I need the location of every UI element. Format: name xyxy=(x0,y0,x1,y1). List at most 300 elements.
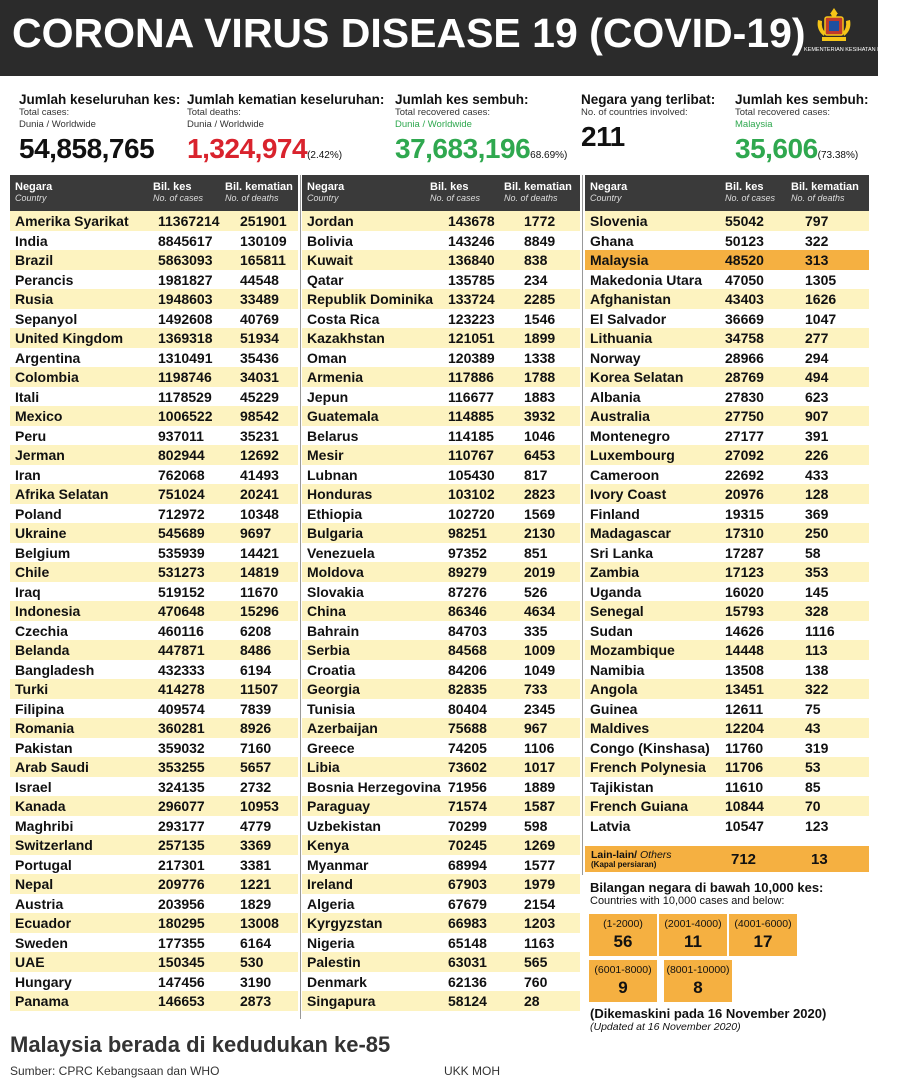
death-count: 2154 xyxy=(524,895,556,912)
death-count: 2019 xyxy=(524,564,556,580)
table-row xyxy=(10,894,298,914)
stat-value: 35,606(73.38%) xyxy=(735,133,859,164)
table-row xyxy=(302,426,580,446)
table-row xyxy=(302,289,580,309)
crest-icon xyxy=(812,6,856,46)
death-count: 2130 xyxy=(524,525,556,541)
country-name: Montenegro xyxy=(590,427,671,444)
table-row xyxy=(585,406,869,426)
case-count: 120389 xyxy=(448,349,495,366)
table-row xyxy=(302,796,580,816)
case-count: 28966 xyxy=(725,349,764,366)
case-count: 519152 xyxy=(158,583,205,600)
death-count: 8849 xyxy=(524,232,556,249)
below-10k-section xyxy=(590,880,823,907)
death-count: 20241 xyxy=(240,486,279,502)
country-name: Belanda xyxy=(15,642,70,658)
case-count: 11367214 xyxy=(158,213,220,229)
case-count: 180295 xyxy=(158,915,205,931)
death-count: 145 xyxy=(805,583,829,600)
table-row xyxy=(302,874,580,894)
case-count: 20976 xyxy=(725,486,764,502)
case-count: 432333 xyxy=(158,661,205,678)
death-count: 5657 xyxy=(240,759,272,775)
updated-note xyxy=(590,1006,826,1033)
country-name: Belarus xyxy=(307,427,359,444)
death-count: 526 xyxy=(524,583,548,600)
country-name: Serbia xyxy=(307,642,350,658)
death-count: 1017 xyxy=(524,759,556,775)
table-row xyxy=(10,738,298,758)
country-name: Jepun xyxy=(307,388,349,405)
case-count: 409574 xyxy=(158,700,205,717)
case-count: 8845617 xyxy=(158,232,213,249)
case-count: 257135 xyxy=(158,837,205,853)
death-count: 4779 xyxy=(240,817,272,834)
case-count: 121051 xyxy=(448,330,495,346)
country-name: Bulgaria xyxy=(307,525,364,541)
death-count: 41493 xyxy=(240,466,279,483)
death-count: 1163 xyxy=(524,934,555,951)
country-name: Jordan xyxy=(307,213,354,229)
death-count: 8926 xyxy=(240,720,272,736)
ministry-label: KEMENTERIAN KESIHATAN MALAYSIA xyxy=(804,47,904,53)
case-count: 114185 xyxy=(448,427,494,444)
stat-label: Negara yang terlibat: xyxy=(581,92,716,107)
death-count: 1116 xyxy=(805,622,835,639)
case-count: 712972 xyxy=(158,505,205,522)
malaysia-rank-text: Malaysia berada di kedudukan ke-85 xyxy=(10,1032,391,1057)
death-count: 128 xyxy=(805,486,829,502)
case-count: 13451 xyxy=(725,681,764,697)
stat-countries xyxy=(581,92,715,153)
table-row xyxy=(302,738,580,758)
header-country: Negara Country xyxy=(307,181,345,203)
country-name: Greece xyxy=(307,739,355,756)
death-count: 1979 xyxy=(524,876,556,892)
table-row xyxy=(585,289,869,309)
table-row xyxy=(10,289,298,309)
stat-value: 211 xyxy=(581,121,625,152)
updated-en: (Updated at 16 November 2020) xyxy=(590,1021,741,1033)
death-count: 40769 xyxy=(240,310,279,327)
death-count: 907 xyxy=(805,408,829,424)
table-row xyxy=(10,270,298,290)
case-count: 110767 xyxy=(448,447,494,463)
country-name: Australia xyxy=(590,408,650,424)
table-row xyxy=(10,523,298,543)
table-row xyxy=(302,952,580,972)
death-count: 85 xyxy=(805,778,821,795)
death-count: 1577 xyxy=(524,856,556,873)
country-name: Chile xyxy=(15,564,50,580)
country-name: Finland xyxy=(590,505,640,522)
death-count: 1772 xyxy=(524,213,556,229)
range-box: (2001-4000) 11 xyxy=(659,914,727,956)
country-table-column-3 xyxy=(585,175,869,835)
case-count: 17123 xyxy=(725,564,764,580)
table-header xyxy=(302,175,580,211)
country-name: Turki xyxy=(15,681,49,697)
country-name: Slovenia xyxy=(590,213,648,229)
table-row xyxy=(585,543,869,563)
case-count: 143678 xyxy=(448,213,495,229)
death-count: 11670 xyxy=(240,583,279,600)
country-name: Lithuania xyxy=(590,330,653,346)
death-count: 1829 xyxy=(240,895,272,912)
case-count: 71956 xyxy=(448,778,487,795)
country-name: Oman xyxy=(307,349,347,366)
case-count: 13508 xyxy=(725,661,764,678)
table-row xyxy=(585,250,869,270)
death-count: 58 xyxy=(805,544,821,561)
case-count: 67679 xyxy=(448,895,487,912)
country-name: Brazil xyxy=(15,252,54,268)
table-row xyxy=(302,367,580,387)
country-name: Malaysia xyxy=(590,252,649,268)
case-count: 324135 xyxy=(158,778,205,795)
country-name: Paraguay xyxy=(307,798,371,814)
country-name: Bolivia xyxy=(307,232,353,249)
country-name: Ghana xyxy=(590,232,634,249)
stat-value: 37,683,19668.69%) xyxy=(395,133,568,164)
case-count: 66983 xyxy=(448,915,487,931)
death-count: 70 xyxy=(805,798,821,814)
table-row xyxy=(585,328,869,348)
case-count: 293177 xyxy=(158,817,205,834)
death-count: 11507 xyxy=(240,681,279,697)
stat-total-recovered xyxy=(395,92,567,165)
header-deaths: Bil. kematian No. of deaths xyxy=(504,181,572,203)
case-count: 11760 xyxy=(725,739,764,756)
stat-sub: Total deaths: xyxy=(187,107,241,118)
country-name: Croatia xyxy=(307,661,356,678)
country-name: Norway xyxy=(590,349,641,366)
case-count: 27750 xyxy=(725,408,764,424)
case-count: 27092 xyxy=(725,447,764,463)
below-10k-title: Bilangan negara di bawah 10,000 kes: xyxy=(590,880,824,895)
stat-label: Jumlah kes sembuh: xyxy=(395,92,529,107)
death-count: 6453 xyxy=(524,447,556,463)
death-count: 130109 xyxy=(240,232,287,249)
table-row xyxy=(302,562,580,582)
case-count: 447871 xyxy=(158,642,205,658)
death-count: 3190 xyxy=(240,973,272,990)
country-name: Uzbekistan xyxy=(307,817,381,834)
country-name: Romania xyxy=(15,720,75,736)
table-row xyxy=(302,933,580,953)
country-name: Cameroon xyxy=(590,466,660,483)
table-row xyxy=(585,426,869,446)
case-count: 34758 xyxy=(725,330,764,346)
country-name: Slovakia xyxy=(307,583,364,600)
table-row xyxy=(302,991,580,1011)
country-name: Makedonia Utara xyxy=(590,271,703,288)
case-count: 360281 xyxy=(158,720,205,736)
death-count: 1269 xyxy=(524,837,556,853)
country-name: Pakistan xyxy=(15,739,73,756)
country-name: Ecuador xyxy=(15,915,72,931)
table-row xyxy=(585,348,869,368)
country-name: Kuwait xyxy=(307,252,353,268)
case-count: 102720 xyxy=(448,505,495,522)
stat-sub: Malaysia xyxy=(735,119,773,130)
table-row xyxy=(302,465,580,485)
country-name: Kazakhstan xyxy=(307,330,385,346)
death-count: 12692 xyxy=(240,447,279,463)
header-cases: Bil. kes No. of cases xyxy=(430,181,481,203)
table-row xyxy=(302,679,580,699)
country-name: Senegal xyxy=(590,603,644,619)
death-count: 313 xyxy=(805,252,829,268)
case-count: 147456 xyxy=(158,973,205,990)
country-name: Libia xyxy=(307,759,340,775)
table-row xyxy=(10,913,298,933)
stat-sub: Dunia / Worldwide xyxy=(19,119,96,130)
stat-sub: Total recovered cases: xyxy=(735,107,831,118)
case-count: 117886 xyxy=(448,369,494,385)
header-country: Negara Country xyxy=(15,181,53,203)
country-name: Republik Dominika xyxy=(307,291,434,307)
table-row xyxy=(10,952,298,972)
below-10k-subtitle: Countries with 10,000 cases and below: xyxy=(590,895,785,907)
country-name: Itali xyxy=(15,388,40,405)
table-row xyxy=(302,328,580,348)
case-count: 17287 xyxy=(725,544,764,561)
range-box: (1-2000) 56 xyxy=(589,914,657,956)
table-row xyxy=(585,504,869,524)
table-row xyxy=(302,601,580,621)
death-count: 6164 xyxy=(240,934,272,951)
table-row xyxy=(585,601,869,621)
country-name: Argentina xyxy=(15,349,81,366)
table-row xyxy=(585,777,869,797)
country-name: Madagascar xyxy=(590,525,671,541)
column-divider xyxy=(300,175,301,1019)
case-count: 11706 xyxy=(725,759,764,775)
country-name: Algeria xyxy=(307,895,355,912)
death-count: 34031 xyxy=(240,369,279,385)
table-row xyxy=(302,972,580,992)
table-row xyxy=(302,816,580,836)
death-count: 15296 xyxy=(240,603,279,619)
death-count: 226 xyxy=(805,447,829,463)
country-name: Zambia xyxy=(590,564,640,580)
case-count: 36669 xyxy=(725,310,764,327)
country-name: Filipina xyxy=(15,700,64,717)
stat-sub: Dunia / Worldwide xyxy=(187,119,264,130)
country-name: Portugal xyxy=(15,856,72,873)
country-name: India xyxy=(15,232,48,249)
case-count: 136840 xyxy=(448,252,495,268)
case-count: 105430 xyxy=(448,466,495,483)
table-row xyxy=(585,738,869,758)
case-count: 97352 xyxy=(448,544,487,561)
table-row xyxy=(585,699,869,719)
death-count: 43 xyxy=(805,720,821,736)
header-country: Negara Country xyxy=(590,181,628,203)
table-row xyxy=(302,699,580,719)
table-row xyxy=(10,426,298,446)
table-row xyxy=(10,211,298,231)
table-row xyxy=(10,328,298,348)
case-count: 67903 xyxy=(448,876,487,892)
others-cases: 712 xyxy=(731,851,757,868)
others-row xyxy=(585,846,869,872)
death-count: 1546 xyxy=(524,310,556,327)
death-count: 1626 xyxy=(805,291,837,307)
updated-ms: (Dikemaskini pada 16 November 2020) xyxy=(590,1006,827,1021)
country-name: Kenya xyxy=(307,837,350,853)
table-row xyxy=(302,582,580,602)
table-row xyxy=(585,640,869,660)
case-count: 414278 xyxy=(158,681,205,697)
death-count: 3932 xyxy=(524,408,556,424)
table-row xyxy=(302,621,580,641)
others-sub: (Kapal persiaran) xyxy=(591,860,657,869)
stat-total-cases xyxy=(19,92,180,165)
case-count: 11610 xyxy=(725,778,764,795)
case-count: 762068 xyxy=(158,466,205,483)
others-label: Lain-lain/ Others xyxy=(591,849,672,861)
country-name: Korea Selatan xyxy=(590,369,684,385)
country-name: Moldova xyxy=(307,564,364,580)
country-name: Ivory Coast xyxy=(590,486,667,502)
case-count: 203956 xyxy=(158,895,205,912)
table-row xyxy=(302,387,580,407)
country-name: Panama xyxy=(15,993,69,1009)
country-name: Israel xyxy=(15,778,52,795)
death-count: 2285 xyxy=(524,291,556,307)
country-name: Congo (Kinshasa) xyxy=(590,739,710,756)
country-name: Austria xyxy=(15,895,64,912)
table-row xyxy=(302,348,580,368)
case-count: 82835 xyxy=(448,681,487,697)
case-count: 17310 xyxy=(725,525,764,541)
death-count: 1009 xyxy=(524,642,556,658)
death-count: 530 xyxy=(240,954,264,970)
death-count: 250 xyxy=(805,525,829,541)
table-row xyxy=(585,484,869,504)
case-count: 84206 xyxy=(448,661,487,678)
case-count: 209776 xyxy=(158,876,205,892)
table-row xyxy=(585,231,869,251)
death-count: 1338 xyxy=(524,349,556,366)
case-count: 58124 xyxy=(448,993,487,1009)
case-count: 470648 xyxy=(158,603,205,619)
country-name: Sri Lanka xyxy=(590,544,654,561)
header-deaths: Bil. kematian No. of deaths xyxy=(791,181,859,203)
case-count: 15793 xyxy=(725,603,764,619)
range-box: (8001-10000) 8 xyxy=(664,960,732,1002)
table-row xyxy=(10,445,298,465)
case-count: 63031 xyxy=(448,954,487,970)
country-name: Tunisia xyxy=(307,700,355,717)
table-row xyxy=(10,777,298,797)
case-count: 87276 xyxy=(448,583,487,600)
case-count: 70245 xyxy=(448,837,487,853)
table-row xyxy=(585,309,869,329)
country-name: Iran xyxy=(15,466,41,483)
table-row xyxy=(302,270,580,290)
case-count: 531273 xyxy=(158,564,205,580)
death-count: 565 xyxy=(524,954,548,970)
country-name: Jerman xyxy=(15,447,65,463)
table-row xyxy=(10,679,298,699)
table-row xyxy=(10,601,298,621)
death-count: 123 xyxy=(805,817,829,834)
case-count: 19315 xyxy=(725,505,764,522)
case-count: 353255 xyxy=(158,759,205,775)
stat-malaysia-recovered xyxy=(735,92,869,165)
death-count: 113 xyxy=(805,642,828,658)
case-count: 103102 xyxy=(448,486,495,502)
country-name: Angola xyxy=(590,681,638,697)
table-row xyxy=(302,835,580,855)
country-name: Kyrgyzstan xyxy=(307,915,383,931)
death-count: 391 xyxy=(805,427,829,444)
death-count: 1587 xyxy=(524,798,556,814)
table-row xyxy=(10,816,298,836)
death-count: 234 xyxy=(524,271,548,288)
table-row xyxy=(10,348,298,368)
table-row xyxy=(10,484,298,504)
death-count: 10953 xyxy=(240,798,279,814)
table-row xyxy=(10,309,298,329)
case-count: 114885 xyxy=(448,408,494,424)
country-name: Mexico xyxy=(15,408,63,424)
death-count: 319 xyxy=(805,739,829,756)
stat-total-deaths xyxy=(187,92,384,165)
header-cases: Bil. kes No. of cases xyxy=(725,181,776,203)
case-count: 70299 xyxy=(448,817,487,834)
table-row xyxy=(302,855,580,875)
case-count: 116677 xyxy=(448,388,494,405)
country-name: Sweden xyxy=(15,934,68,951)
credit-text: UKK MOH xyxy=(444,1064,501,1078)
table-row xyxy=(302,504,580,524)
death-count: 328 xyxy=(805,603,829,619)
death-count: 45229 xyxy=(240,388,279,405)
country-name: Ukraine xyxy=(15,525,67,541)
death-count: 138 xyxy=(805,661,829,678)
case-count: 1492608 xyxy=(158,310,213,327)
country-name: Armenia xyxy=(307,369,364,385)
death-count: 1883 xyxy=(524,388,556,405)
case-count: 12611 xyxy=(725,700,764,717)
table-row xyxy=(10,367,298,387)
case-count: 71574 xyxy=(448,798,487,814)
death-count: 35436 xyxy=(240,349,279,366)
table-row xyxy=(10,621,298,641)
case-count: 1981827 xyxy=(158,271,213,288)
death-count: 1049 xyxy=(524,661,556,678)
table-row xyxy=(10,543,298,563)
death-count: 4634 xyxy=(524,603,556,619)
table-row xyxy=(10,718,298,738)
table-row xyxy=(10,640,298,660)
country-name: Mesir xyxy=(307,447,344,463)
table-row xyxy=(302,406,580,426)
column-divider xyxy=(582,175,583,875)
case-count: 62136 xyxy=(448,973,487,990)
country-name: Nepal xyxy=(15,876,54,892)
page-title: CORONA VIRUS DISEASE 19 (COVID-19) xyxy=(12,10,806,56)
stat-label: Jumlah kematian keseluruhan: xyxy=(187,92,385,107)
country-name: Afghanistan xyxy=(590,291,671,307)
case-count: 55042 xyxy=(725,213,764,229)
country-name: Perancis xyxy=(15,271,74,288)
